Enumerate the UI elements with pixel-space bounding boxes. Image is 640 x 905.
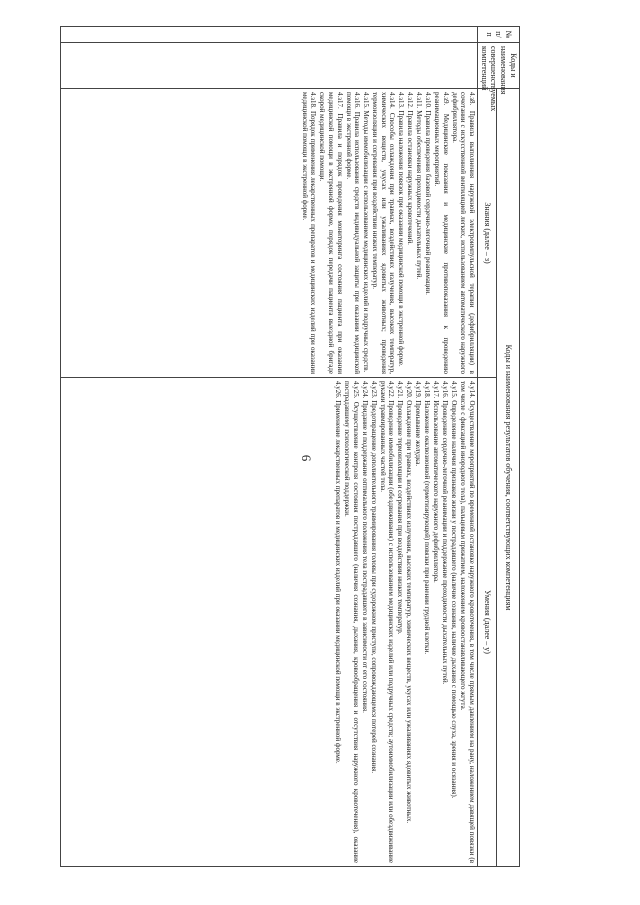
cell-skills bbox=[61, 378, 478, 867]
knowledge-item: 4.з14. Способы охлаждения при травмах, воздействиях излучения, высоких температур, химических веществ, укусах или ужаливаниях ядовитых животных; проведения термоизоляции и согревания при воздействии низких температур. bbox=[371, 92, 397, 374]
cell-competency-code bbox=[61, 43, 478, 89]
knowledge-item: 4.з11. Методы обеспечения проходимости дыхательных путей. bbox=[415, 92, 424, 280]
skill-item: 4.у20. Охлаждение при травмах, воздействиях излучения, высоких температур, химических веществ, укусах или ужаливаниях ядовитых животных. bbox=[405, 381, 414, 824]
skill-item: 4.у25. Осуществление контроля состояния пострадавшего (наличия сознания, дыхания, кровообращения и отсутствия наружного кровотечения), оказание пострадавшему психологической поддержки. bbox=[343, 381, 360, 864]
table-subheader-row bbox=[478, 27, 497, 867]
skill-item: 4.у22. Проведение иммобилизации (обездвиживания) с использованием медицинских изделий или подручных средств; аутоиммобилизации или обездвиживание руками травмированных частей тела. bbox=[378, 381, 396, 864]
skill-item: 4.у18. Наложение окклюзионной (герметизирующей) повязки при ранении грудной клетки. bbox=[423, 381, 432, 655]
cell-knowledge bbox=[61, 89, 478, 378]
knowledge-item: 4.з12. Правила остановки наружных кровотечений. bbox=[406, 92, 415, 245]
skill-item: 4.у23. Предотвращение дополнительного травмирования головы при судорожном приступе, сопровождающемся потерей сознания. bbox=[369, 381, 378, 774]
knowledge-item: 4.з13. Правила наложения повязок при оказании медицинской помощи в экстренной форме. bbox=[397, 92, 406, 367]
skill-item: 4.у16. Проведение сердечно-легочной реанимации и поддержание проходимости дыхательных путей. bbox=[441, 381, 450, 685]
header-number: № п/п bbox=[478, 27, 520, 43]
knowledge-item: 4.з17. Правила и порядок проведения мониторинга состояния пациента при оказании медицинской помощи в экстренной форме, порядок передачи пациента выездной бригаде скорой медицинской помощи. bbox=[318, 92, 344, 374]
header-competency-codes: Коды и наименования совершенствуемых компетенций bbox=[478, 43, 520, 89]
table-row bbox=[61, 27, 478, 867]
skill-item: 4.у26. Применение лекарственных препаратов и медицинских изделий при оказании медицинской помощи в экстренной форме. bbox=[334, 381, 343, 764]
skill-item: 4.у24. Придание и поддержание оптимального положения тела пострадавшего в зависимости от его состояния. bbox=[360, 381, 369, 713]
competencies-table bbox=[60, 26, 520, 867]
skill-item: 4.у14. Осуществление мероприятий по временной остановке наружного кровотечения, в том числе прямым давлением на рану, наложением давящей повязки (в том числе с фиксацией инородного тела), пальцевым прижатием, наложением кровоостанавливающего жгута. bbox=[459, 381, 476, 864]
knowledge-item: 4.з18. Порядок применения лекарственных препаратов и медицинских изделий при оказании медицинской помощи в экстренной форме. bbox=[300, 92, 318, 374]
knowledge-item: 4.з16. Правила использования средств индивидуальной защиты при оказании медицинской помощи в экстренной форме. bbox=[344, 92, 362, 374]
header-knowledge: Знания (далее – з) bbox=[478, 89, 497, 378]
skill-item: 4.у19. Промывание желудка. bbox=[414, 381, 423, 467]
header-learning-results: Коды и наименования результатов обучения, соответствующих компетенциям bbox=[496, 89, 519, 867]
table-header-row bbox=[496, 27, 519, 867]
knowledge-item: 4.з15. Методы иммобилизации с использованием медицинских изделий и подручных средств. bbox=[362, 92, 371, 373]
cell-number bbox=[61, 27, 478, 43]
header-skills: Умения (далее – у) bbox=[478, 378, 497, 867]
skill-item: 4.у15. Определение наличия признаков жизни у пострадавшего (наличие сознания, наличие дыхания с помощью слуха, зрения и осязания). bbox=[450, 381, 459, 799]
knowledge-item: 4.з8. Правила выполнения наружной электроимпульсной терапии (дефибрилляции) в сочетании с искусственной вентиляцией легких, использованием автоматического наружного дефибриллятора. bbox=[450, 92, 476, 374]
knowledge-item: 4.з10. Правила проведения базовой сердечно-легочной реанимации. bbox=[424, 92, 433, 295]
skill-item: 4.у17. Использование автоматического наружного дефибриллятора. bbox=[432, 381, 441, 583]
page-number: 6 bbox=[299, 454, 314, 462]
knowledge-item: 4.з9. Медицинские показания и медицинские противопоказания к проведению реанимационных мероприятий. bbox=[433, 92, 450, 374]
rotated-page-content bbox=[60, 26, 520, 866]
skill-item: 4.у21. Проведение термоизоляции и согревания при воздействии низких температур. bbox=[396, 381, 405, 635]
